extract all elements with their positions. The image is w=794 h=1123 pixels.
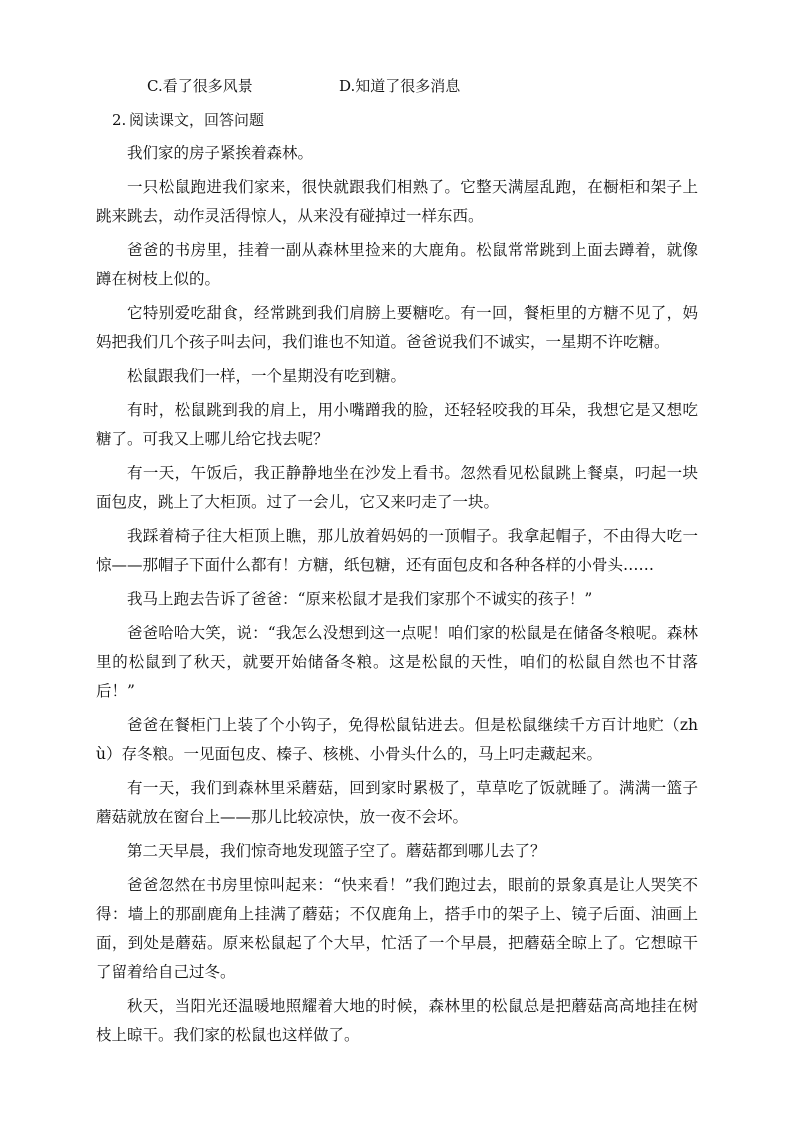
passage-paragraph: 一只松鼠跑进我们家来，很快就跟我们相熟了。它整天满屋乱跑，在橱柜和架子上跳来跳去，动作灵活得惊人，从来没有碰掉过一样东西。 [96,178,698,225]
passage-paragraph: 它特别爱吃甜食，经常跳到我们肩膀上要糖吃。有一回，餐柜里的方糖不见了，妈妈把我们几个孩子叫去问，我们谁也不知道。爸爸说我们不诚实，一星期不许吃糖。 [96,304,698,351]
passage-paragraph: 第二天早晨，我们惊奇地发现篮子空了。蘑菇都到哪儿去了？ [127,842,546,860]
answer-options [147,73,707,99]
passage-paragraph: 爸爸忽然在书房里惊叫起来：“快来看！”我们跑过去，眼前的景象真是让人哭笑不得：墙上的那副鹿角上挂满了蘑菇；不仅鹿角上，搭手巾的架子上、镜子后面、油画上面，到处是蘑菇。原来松鼠起了个大早，忙活了一个早晨，把蘑菇全晾上了。它想晾干了留着给自己过冬。 [96,876,698,981]
passage-paragraph: 有时，松鼠跳到我的肩上，用小嘴蹭我的脸，还轻轻咬我的耳朵，我想它是又想吃糖了。可我又上哪儿给它找去呢？ [96,401,698,448]
question-number: 2. [112,111,127,129]
passage-paragraph: 爸爸在餐柜门上装了个小钩子，免得松鼠钻进去。但是松鼠继续千方百计地贮（zhù）存冬粮。一见面包皮、榛子、核桃、小骨头什么的，马上叼走藏起来。 [96,716,698,763]
passage-paragraph: 爸爸哈哈大笑，说：“我怎么没想到这一点呢！咱们家的松鼠是在储备冬粮呢。森林里的松鼠到了秋天，就要开始储备冬粮。这是松鼠的天性，咱们的松鼠自然也不甘落后！” [96,624,698,700]
passage-paragraph: 有一天，我们到森林里采蘑菇，回到家时累极了，草草吃了饭就睡了。满满一篮子蘑菇就放在窗台上——那儿比较凉快，放一夜不会坏。 [96,779,698,826]
question-heading [112,107,712,133]
question-title: 阅读课文，回答问题 [129,111,265,129]
option-c: C.看了很多风景 [147,77,253,95]
passage-paragraph: 我踩着椅子往大柜顶上瞧，那儿放着妈妈的一顶帽子。我拿起帽子，不由得大吃一惊——那帽子下面什么都有！方糖，纸包糖，还有面包皮和各种各样的小骨头…… [96,527,698,574]
passage-paragraph: 爸爸的书房里，挂着一副从森林里捡来的大鹿角。松鼠常常跳到上面去蹲着，就像蹲在树枝上似的。 [96,241,698,288]
passage-paragraph: 我们家的房子紧挨着森林。 [127,144,314,162]
passage-paragraph: 有一天，午饭后，我正静静地坐在沙发上看书。忽然看见松鼠跳上餐桌，叼起一块面包皮，跳上了大柜顶。过了一会儿，它又来叼走了一块。 [96,464,698,511]
passage-paragraph: 秋天，当阳光还温暖地照耀着大地的时候，森林里的松鼠总是把蘑菇高高地挂在树枝上晾干。我们家的松鼠也这样做了。 [96,997,698,1044]
passage-paragraph: 我马上跑去告诉了爸爸：“原来松鼠才是我们家那个不诚实的孩子！” [127,590,593,608]
passage-paragraph: 松鼠跟我们一样，一个星期没有吃到糖。 [127,367,407,385]
reading-passage [96,139,698,1055]
option-d: D.知道了很多消息 [339,77,461,95]
